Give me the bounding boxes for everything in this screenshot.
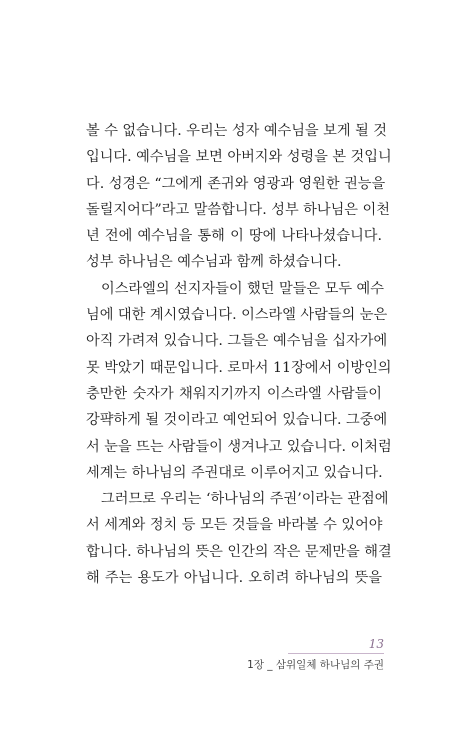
text-line: 돌릴지어다”라고 말씀합니다. 성부 하나님은 이천	[86, 201, 390, 218]
text-line: 서 세계와 정치 등 모든 것들을 바라볼 수 있어야	[86, 517, 383, 534]
footer-divider	[288, 653, 384, 654]
running-chapter-title: 1장 _ 삼위일체 하나님의 주권	[247, 659, 384, 671]
body-text	[86, 118, 392, 591]
text-line: 강퍅하게 될 것이라고 예언되어 있습니다. 그중에	[86, 412, 388, 429]
text-line: 년 전에 예수님을 통해 이 땅에 나타나셨습니다.	[86, 228, 382, 245]
page-footer	[247, 637, 384, 672]
text-line: 세계는 하나님의 주권대로 이루어지고 있습니다.	[86, 464, 383, 481]
text-line: 님에 대한 계시였습니다. 이스라엘 사람들의 눈은	[86, 307, 388, 324]
text-line: 못 박았기 때문입니다. 로마서 11장에서 이방인의	[86, 359, 392, 376]
text-line: 합니다. 하나님의 뜻은 인간의 작은 문제만을 해결	[86, 543, 392, 560]
text-line: 그러므로 우리는 ‘하나님의 주권’이라는 관점에	[101, 491, 389, 508]
text-line: 충만한 숫자가 채워지기까지 이스라엘 사람들이	[86, 385, 382, 402]
text-line: 이스라엘의 선지자들이 했던 말들은 모두 예수	[101, 280, 384, 297]
text-line: 서 눈을 뜨는 사람들이 생겨나고 있습니다. 이처럼	[86, 438, 392, 455]
text-line: 성부 하나님은 예수님과 함께 하셨습니다.	[86, 254, 342, 271]
page-number: 13	[368, 637, 384, 651]
text-line: 해 주는 용도가 아닙니다. 오히려 하나님의 뜻을	[86, 570, 382, 587]
text-line: 아직 가려져 있습니다. 그들은 예수님을 십자가에	[86, 333, 388, 350]
text-line: 입니다. 예수님을 보면 아버지와 성령을 본 것입니	[86, 149, 392, 166]
text-line: 볼 수 없습니다. 우리는 성자 예수님을 보게 될 것	[86, 123, 387, 139]
text-line: 다. 성경은 “그에게 존귀와 영광과 영원한 권능을	[86, 175, 386, 192]
